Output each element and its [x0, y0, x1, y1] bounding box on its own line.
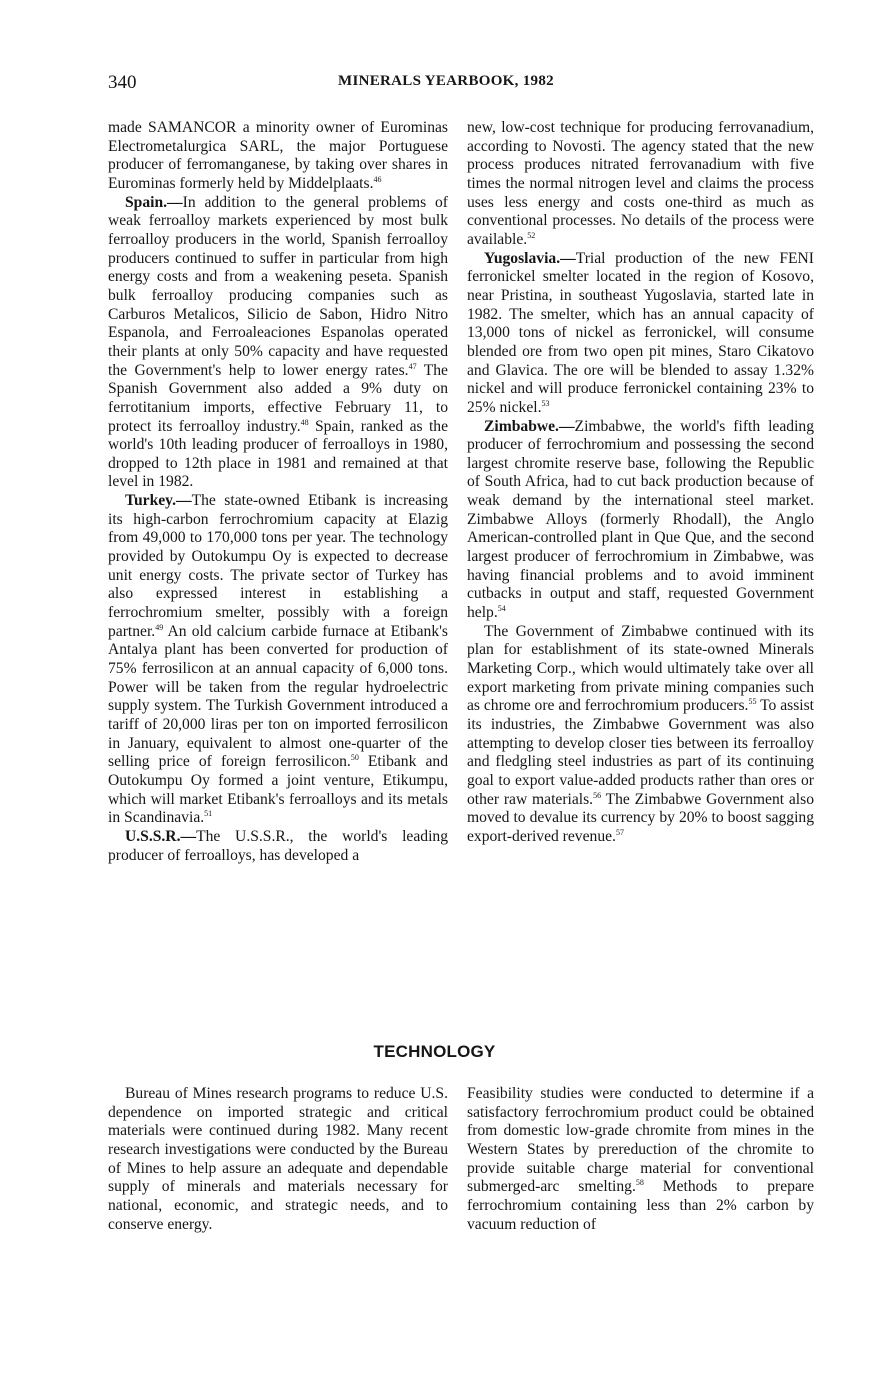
footnote-ref: 53 [541, 398, 550, 408]
country-heading-zimbabwe: Zimbabwe.— [484, 417, 575, 435]
footnote-ref: 46 [373, 174, 382, 184]
footnote-ref: 51 [204, 809, 213, 819]
paragraph-text: Etibank and Outokumpu Oy formed a joint venture, Etikumpu, which will market Etibank's ferroalloys and its metals in Scandinavia. [108, 753, 448, 827]
footnote-ref: 48 [300, 417, 309, 427]
paragraph-text: The Government of Zimbabwe continued with its plan for establishment of its state-owned Minerals Marketing Corp., which would ultimately take over all export marketing from private mining companies such as chrome ore and ferrochromium producers. [467, 622, 814, 715]
paragraph-yugoslavia [467, 250, 814, 418]
footnote-ref: 49 [155, 622, 164, 632]
paragraph-text: Feasibility studies were conducted to determine if a satisfactory ferrochromium product could be obtained from domestic low-grade chromite from mines in the Western States by prereduction of the chromite to provide suitable charge material for conventional submerged-arc smelting. [467, 1085, 814, 1196]
left-column [108, 119, 448, 865]
paragraph-bureau-of-mines [108, 1085, 448, 1234]
country-heading-yugoslavia: Yugoslavia.— [484, 249, 576, 267]
footnote-ref: 47 [408, 361, 417, 371]
paragraph-text: Bureau of Mines research programs to reduce U.S. dependence on imported strategic and critical materials were continued during 1982. Many recent research investigations were conducted by the Bureau of Mines to help assure an adequate and dependable supply of minerals and materials necessary for national, economic, and strategic needs, and to conserve energy. [108, 1085, 448, 1233]
paragraph-text: The Zimbabwe Government also moved to devalue its currency by 20% to boost sagging export-derived revenue. [467, 790, 814, 845]
paragraph-text: The state-owned Etibank is increasing its high-carbon ferrochromium capacity at Elazig from 49,000 to 170,000 tons per year. The technology provided by Outokumpu Oy is expected to decrease unit energy costs. The private sector of Turkey has also expressed interest in establishing a ferrochromium smelter, possibly with a foreign partner. [108, 492, 448, 640]
paragraph-ussr [108, 828, 448, 865]
footnote-ref: 52 [527, 230, 536, 240]
paragraph-text: The Spanish Government also added a 9% duty on ferrotitanium imports, effective February 11, to protect its ferroalloy industry. [108, 361, 448, 435]
footnote-ref: 55 [748, 697, 757, 707]
country-heading-ussr: U.S.S.R.— [125, 827, 197, 845]
paragraph-text: Zimbabwe, the world's fifth leading producer of ferrochromium and possessing the second largest chromite reserve base, following the Republic of South Africa, had to cut back production because of weak demand by the international steel market. Zimbabwe Alloys (formerly Rhodall), the Anglo American-controlled plant in Que Que, and the second largest producer of ferrochromium in Zimbabwe, was having financial problems and to avoid imminent cutbacks in output and staff, requested Government help. [467, 417, 814, 622]
footnote-ref: 54 [497, 604, 506, 614]
paragraph-text: new, low-cost technique for producing ferrovanadium, according to Novosti. The agency stated that the new process produces nitrated ferrovanadium with five times the normal nitrogen level and claims the process uses less energy and costs one-third as much as conventional processes. No details of the process were available. [467, 119, 814, 248]
paragraph-text: An old calcium carbide furnace at Etibank's Antalya plant has been converted for production of 75% ferrosilicon at an annual capacity of 6,000 tons. Power will be taken from the regular hydroelectric supply system. The Turkish Government introduced a tariff of 20,000 liras per ton on imported ferrosilicon in January, equivalent to almost one-quarter of the selling price of foreign ferrosilicon. [108, 622, 448, 771]
paragraph-text: Spain, ranked as the world's 10th leading producer of ferroalloys in 1980, dropped to 12th place in 1981 and remained at that level in 1982. [108, 417, 448, 491]
footnote-ref: 56 [593, 790, 602, 800]
footnote-ref: 50 [350, 753, 359, 763]
section-heading-technology: TECHNOLOGY [373, 1042, 496, 1061]
paragraph-ussr-continued [467, 119, 814, 250]
paragraph-text: In addition to the general problems of weak ferroalloy markets experienced by most bulk ferroalloy producers in the world, Spanish ferroalloy producers continued to suffer in particular from high energy costs and from a weakening peseta. Spanish bulk ferroalloy producing companies such as Carburos Metalicos, Silicio de Sabon, Hidro Nitro Espanola, and Ferroaleaciones Espanolas operated their plants at only 50% capacity and have requested the Government's help to lower energy rates. [108, 193, 448, 379]
running-title: MINERALS YEARBOOK, 1982 [338, 73, 554, 89]
page-number: 340 [108, 72, 137, 93]
paragraph-text: made SAMANCOR a minority owner of Eurominas Electrometalurgica SARL, the major Portuguese producer of ferromanganese, by taking over shares in Eurominas formerly held by Middelplaats. [108, 119, 448, 192]
country-heading-turkey: Turkey.— [125, 492, 192, 510]
paragraph-text: To assist its industries, the Zimbabwe Government was also attempting to develop closer ties between its ferroalloy and fledgling steel industries as part of its continuing goal to export value-added products rather than ores or other raw materials. [467, 697, 814, 808]
paragraph-spain [108, 194, 448, 493]
country-heading-spain: Spain.— [125, 193, 183, 211]
paragraph-turkey [108, 492, 448, 828]
paragraph-zimbabwe-government [467, 623, 814, 847]
footnote-ref: 57 [615, 827, 624, 837]
paragraph-text: Trial production of the new FENI ferronickel smelter located in the region of Kosovo, near Pristina, in southeast Yugoslavia, started late in 1982. The smelter, which has an annual capacity of 13,000 tons of nickel as ferronickel, will consume blended ore from two open pit mines, Staro Cikatovo and Glavica. The ore will be blended to assay 1.32% nickel and will produce ferronickel containing 23% to 25% nickel. [467, 249, 814, 416]
paragraph-feasibility [467, 1085, 814, 1234]
technology-right-column [467, 1085, 814, 1234]
paragraph-samancor [108, 119, 448, 194]
footnote-ref: 58 [635, 1178, 644, 1188]
paragraph-text: Methods to prepare ferrochromium containing less than 2% carbon by vacuum reduction of [467, 1178, 814, 1233]
paragraph-text: The U.S.S.R., the world's leading producer of ferroalloys, has developed a [108, 827, 448, 864]
paragraph-zimbabwe [467, 418, 814, 623]
technology-left-column [108, 1085, 448, 1234]
right-column [467, 119, 814, 847]
